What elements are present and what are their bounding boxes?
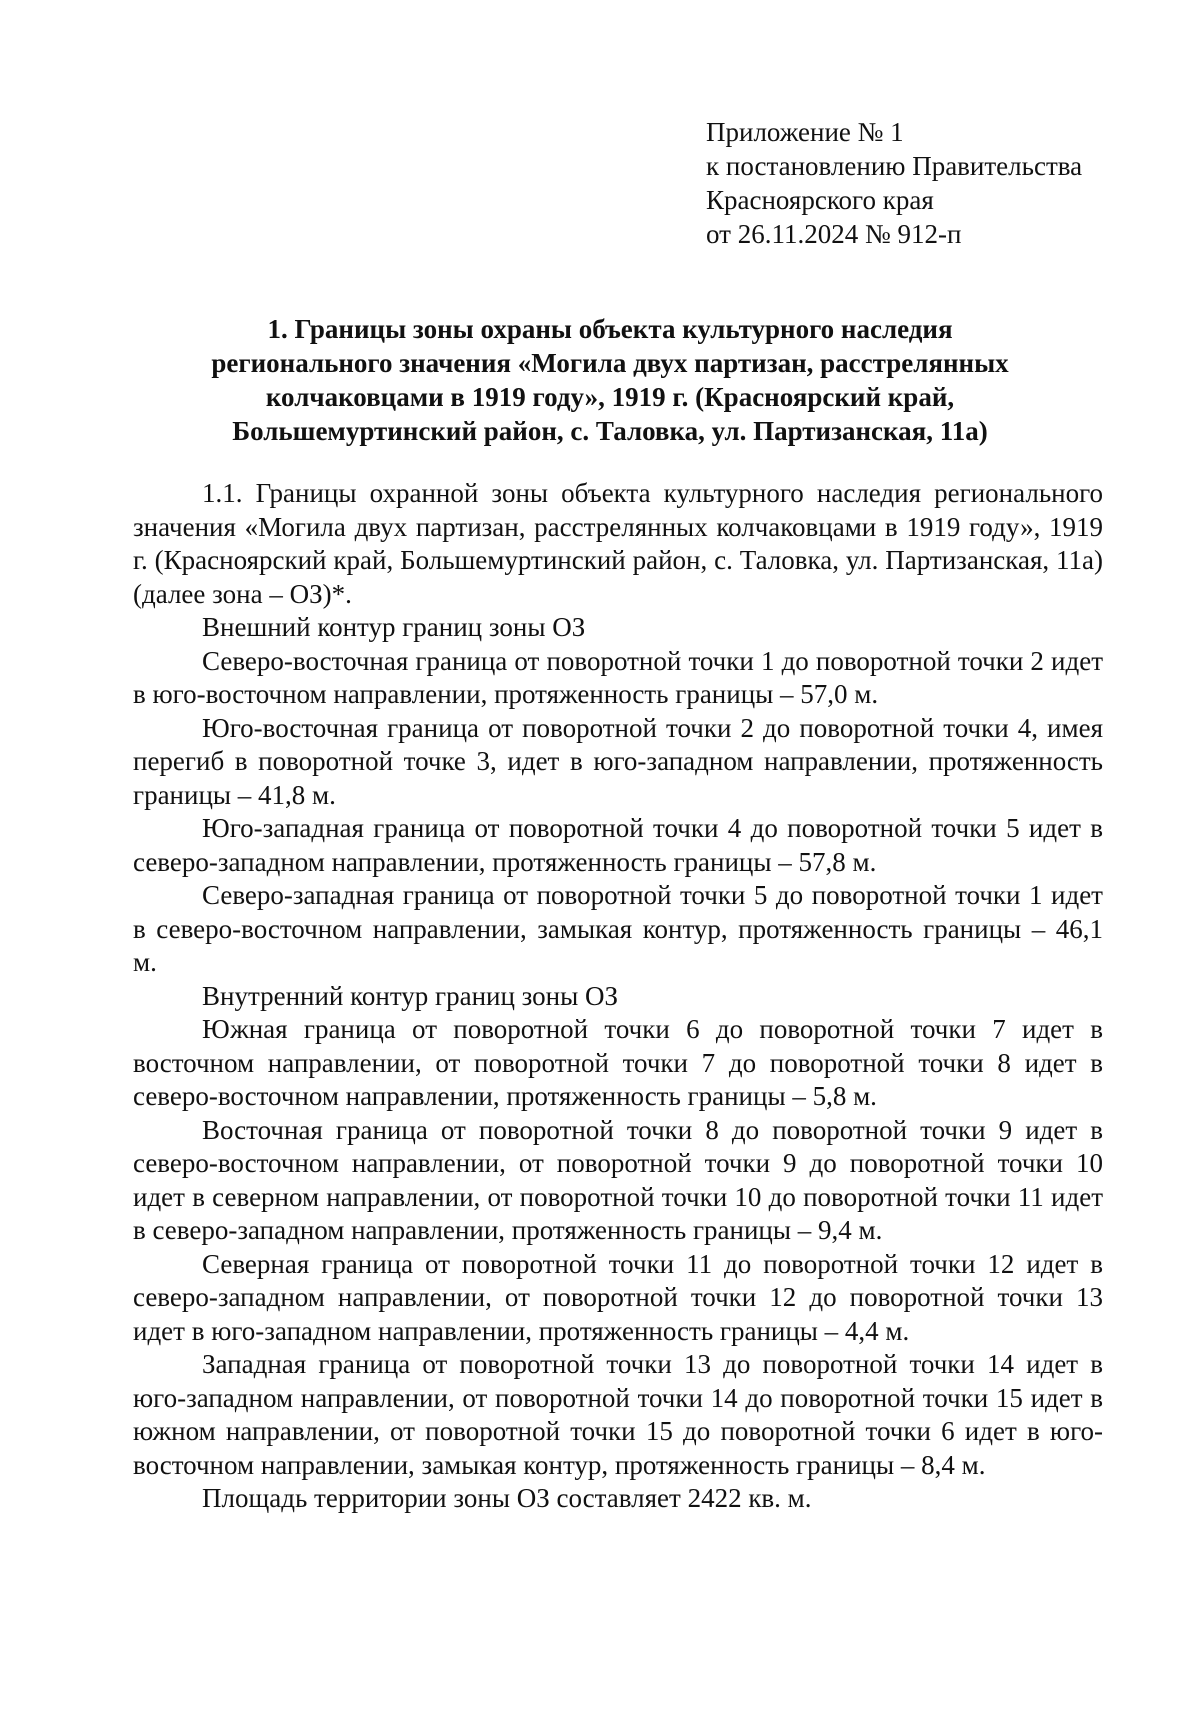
paragraph-west-border: Западная граница от поворотной точки 13 до поворотной точки 14 идет в юго-западном направлении, от поворотной точки 14 до поворотной точки 15 идет в южном направлении, от поворотной точки 15 до поворотной точки 6 идет в юго-восточном направлении, замыкая контур, протяженность границы – 8,4 м.: [133, 1349, 1103, 1480]
paragraph-north-border: Северная граница от поворотной точки 11 до поворотной точки 12 идет в северо-западном направлении, от поворотной точки 12 до поворотной точки 13 идет в юго-западном направлении, протяженность границы – 4,4 м.: [133, 1248, 1103, 1346]
document-body: [133, 477, 1103, 1516]
heading-line-1: 1. Границы зоны охраны объекта культурного наследия: [267, 314, 953, 344]
paragraph-northwest-border: Северо-западная граница от поворотной точки 5 до поворотной точки 1 идет в северо-восточном направлении, замыкая контур, протяженность границы – 46,1 м.: [133, 880, 1103, 977]
paragraph-southeast-border: Юго-восточная граница от поворотной точки 2 до поворотной точки 4, имея перегиб в поворотной точке 3, идет в юго-западном направлении, протяженность границы – 41,8 м.: [133, 712, 1103, 810]
paragraph-southwest-border: Юго-западная граница от поворотной точки 4 до поворотной точки 5 идет в северо-западном направлении, протяженность границы – 57,8 м.: [133, 813, 1103, 877]
appendix-line-2: к постановлению Правительства: [706, 151, 1083, 181]
paragraph-northeast-border: Северо-восточная граница от поворотной точки 1 до поворотной точки 2 идет в юго-восточном направлении, протяженность границы – 57,0 м.: [133, 645, 1103, 709]
heading-line-2: регионального значения «Могила двух партизан, расстрелянных: [211, 348, 1009, 378]
outer-contour-title: Внешний контур границ зоны ОЗ: [202, 612, 586, 642]
paragraph-intro: 1.1. Границы охранной зоны объекта культурного наследия регионального значения «Могила двух партизан, расстрелянных колчаковцами в 1919 году», 1919 г. (Красноярский край, Большемуртинский район, с. Таловка, ул. Партизанская, 11а) (далее зона – ОЗ)*.: [133, 478, 1103, 609]
appendix-line-3: Красноярского края: [706, 185, 934, 215]
inner-contour-title: Внутренний контур границ зоны ОЗ: [202, 980, 619, 1011]
paragraph-east-border: Восточная граница от поворотной точки 8 до поворотной точки 9 идет в северо-восточном направлении, от поворотной точки 9 до поворотной точки 10 идет в северном направлении, от поворотной точки 10 до поворотной точки 11 идет в северо-западном направлении, протяженность границы – 9,4 м.: [133, 1114, 1103, 1245]
paragraph-south-border: Южная граница от поворотной точки 6 до поворотной точки 7 идет в восточном направлении, от поворотной точки 7 до поворотной точки 8 идет в северо-восточном направлении, протяженность границы – 5,8 м.: [133, 1014, 1103, 1111]
appendix-header: [706, 115, 1146, 251]
section-heading: [150, 312, 1070, 448]
heading-line-3: колчаковцами в 1919 году», 1919 г. (Красноярский край,: [265, 382, 955, 412]
appendix-line-4: от 26.11.2024 № 912-п: [706, 219, 962, 249]
heading-line-4: Большемуртинский район, с. Таловка, ул. Партизанская, 11а): [232, 416, 988, 446]
appendix-line-1: Приложение № 1: [706, 117, 904, 147]
paragraph-area: Площадь территории зоны ОЗ составляет 2422 кв. м.: [202, 1483, 812, 1513]
